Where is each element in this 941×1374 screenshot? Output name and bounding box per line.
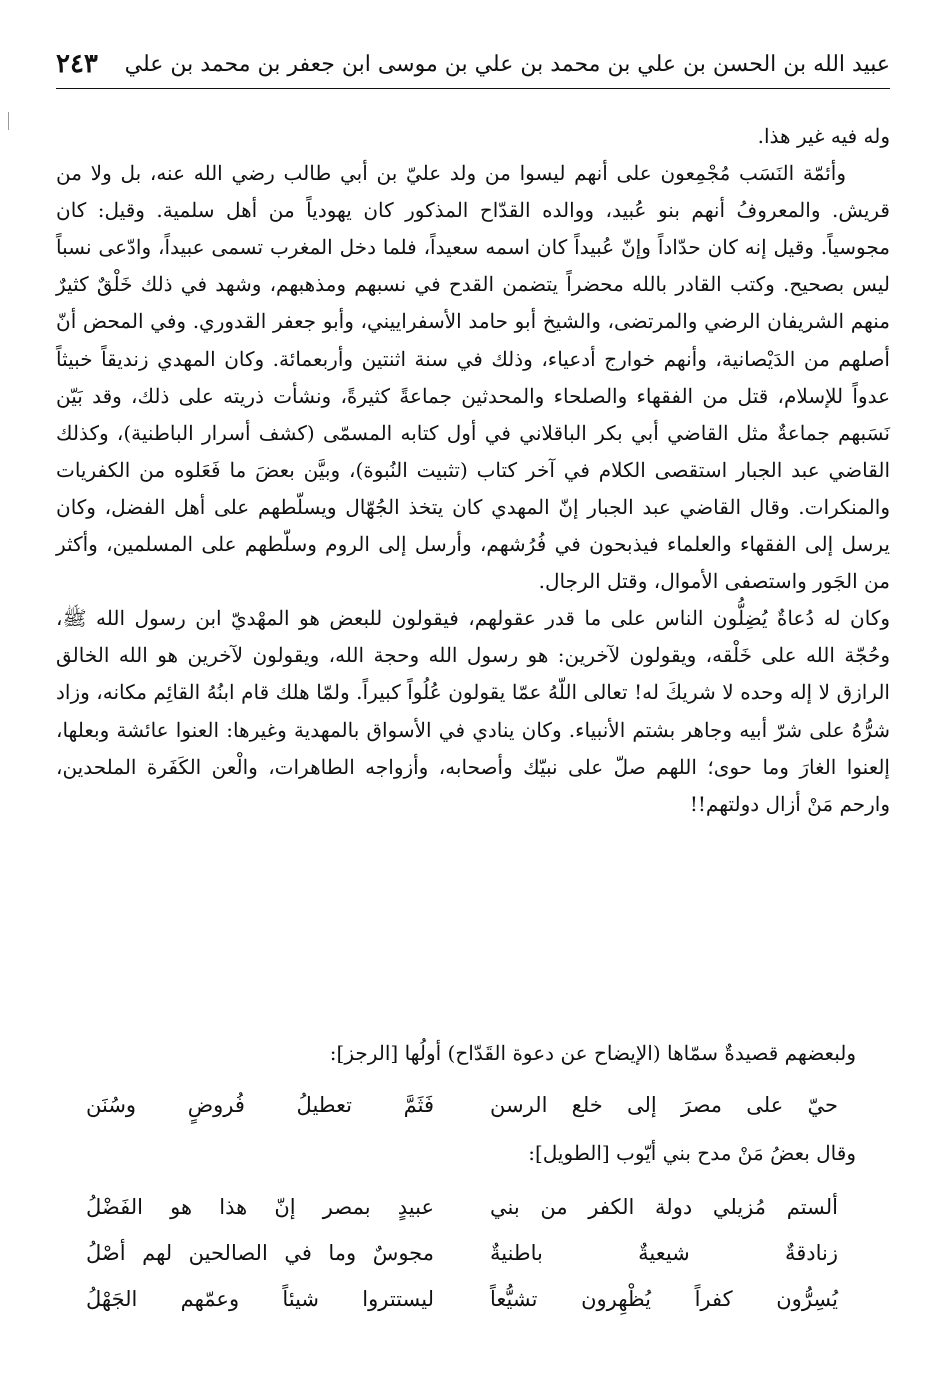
verse-second-hemistich: فَثَمَّ تعطيلُ فُروضٍ وسُنَن [86,1093,434,1117]
paragraph-2: وأئمّة النَسَب مُجْمِعون على أنهم ليسوا من ولد عليّ بن أبي طالب رضي الله عنه، بل ولا من قريش. والمعروفُ أنهم بنو عُبيد، ووالده القدّاح المذكور كان يهودياً من أهل سلمية. وقيل: كان مجوسياً. وقيل إنه كان حدّاداً وإنّ عُبيداً كان اسمه سعيداً، فلما دخل المغرب تسمى عبيداً، وادّعى نسباً ليس بصحيح. وكتب القادر بالله محضراً يتضمن القدح في نسبهم ومذهبهم، وشهد في ذلك خَلْقٌ كثيرٌ منهم الشريفان الرضي والمرتضى، والشيخ أبو حامد الأسفراييني، وأبو جعفر القدوري. وفي المحض أنّ أصلهم من الدَيْصانية، وأنهم خوارج أدعياء، وذلك في سنة اثنتين وأربعمائة. وكان المهدي زنديقاً خبيثاً عدواً للإسلام، قتل من الفقهاء والصلحاء والمحدثين جماعةً كثيرةً، ونشأت ذريته على ذلك، وقد بَيّن نَسَبهم جماعةٌ مثل القاضي أبي بكر الباقلاني في أول كتابه المسمّى (كشف أسرار الباطنية)، وكذلك القاضي عبد الجبار استقصى الكلام في آخر كتاب (تثبيت النُبوة)، وبيَّن بعضَ ما فَعَلوه من الكفريات والمنكرات. وقال القاضي عبد الجبار إنّ المهدي كان يتخذ الجُهّال ويسلّطهم على أهل الفضل، وكان يرسل إلى الفقهاء والعلماء فيذبحون في فُرُشهم، وأرسل إلى الروم وسلّطهم على المسلمين، وأكثر من الجَور واستصفى الأموال، وقتل الرجال. [56,161,891,594]
margin-mark [8,112,9,130]
verse-first-hemistich: زنادقةٌ شيعيةٌ باطنيةٌ [490,1241,838,1265]
verse-second-hemistich: مجوسٌ وما في الصالحين لهم أصْلُ [86,1241,434,1265]
poem1-intro: ولبعضهم قصيدةٌ سمّاها (الإيضاح عن دعوة القَدّاح) أولُها [الرجز]: [329,1041,856,1065]
poem2-verse-3 [86,1282,838,1316]
body-text [56,118,890,823]
verse-first-hemistich: يُسِرُّون كفراً يُظْهِرون تشيُّعاً [490,1287,838,1311]
paragraph-3: وكان له دُعاةٌ يُضِلُّون الناس على ما قدر عقولهم، فيقولون للبعض هو المهْديّ ابن رسول الله ﷺ، وحُجّة الله على خَلْقه، ويقولون لآخرين: هو رسول الله وحجة الله، ويقولون لآخرين هو الله الخالق الرازق لا إله وحده لا شريكَ له! تعالى اللّهُ عمّا يقولون عُلُواً كبيراً. ولمّا هلك قام ابنُهُ القائِم مكانه، وزاد شرُّهُ على شرّ أبيه وجاهر بشتم الأنبياء. وكان ينادي في الأسواق بالمهدية وغيرها: العنوا عائشة وبعلها، إلعنوا الغارَ وما حوى؛ اللهم صلّ على نبيّك وأصحابه، وأزواجه الطاهرات، والْعن الكَفَرة الملحدين، وارحم مَنْ أزال دولتهم!! [56,606,890,816]
paragraph-1: وله فيه غير هذا. [757,124,890,148]
poem2-intro: وقال بعضُ مَنْ مدح بني أيّوب [الطويل]: [528,1141,856,1165]
running-header [56,42,890,86]
poem2-verse-2 [86,1236,838,1270]
poem1-verse-1 [86,1088,838,1122]
header-title: عبيد الله بن الحسن بن علي بن محمد بن علي بن موسى ابن جعفر بن محمد بن علي [124,51,890,77]
verse-first-hemistich: حيّ على مصرَ إلى خلع الرسن [490,1093,838,1117]
verse-second-hemistich: ليستتروا شيئاً وعمّهم الجَهْلُ [86,1287,434,1311]
poem2-verse-1 [86,1190,838,1224]
header-rule [56,88,890,89]
verse-second-hemistich: عبيدٍ بمصر إنّ هذا هو الفَضْلُ [86,1195,434,1219]
page-number: ٢٤٣ [56,49,98,79]
verse-first-hemistich: ألستم مُزيلي دولة الكفر من بني [490,1195,838,1219]
